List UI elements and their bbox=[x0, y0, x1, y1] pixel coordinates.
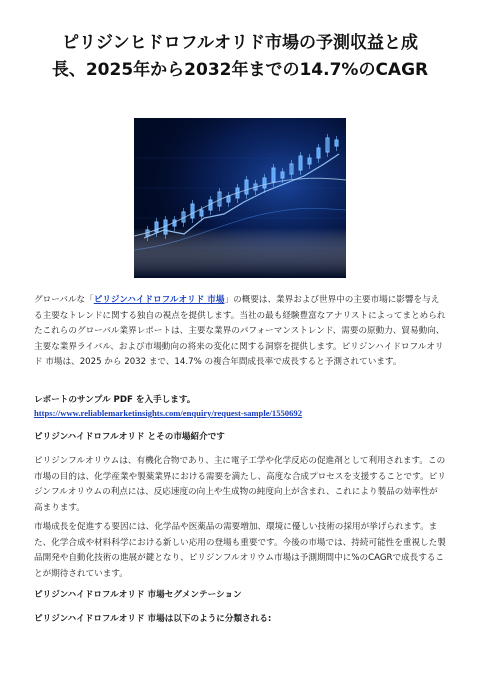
growth-factors-paragraph: 市場成長を促進する要因には、化学品や医薬品の需要増加、環境に優しい技術の採用が挙げられます。また、化学合成や材料科学における新しい応用の登場も重要です。今後の市場では、持続可能性を重視した製品開発や自動化技術の進展が鍵となり、ピリジンフルオリウム市場は予測期間中に%のCAGRで成長することが期待されています。 bbox=[34, 522, 446, 579]
candle-body bbox=[281, 172, 284, 178]
candle-body bbox=[335, 140, 338, 146]
intro-paragraph bbox=[34, 293, 446, 371]
page-title bbox=[22, 30, 458, 84]
candle-body bbox=[245, 180, 248, 194]
candle-body bbox=[317, 148, 320, 158]
candle-body bbox=[200, 210, 203, 216]
stock-chart-illustration bbox=[134, 118, 346, 278]
market-name-link[interactable]: ピリジンハイドロフルオリド 市場 bbox=[93, 295, 225, 305]
candle-body bbox=[263, 178, 266, 188]
sample-request-link[interactable]: https://www.reliablemarketinsights.com/enquiry/request-sample/1550692 bbox=[34, 408, 302, 418]
candle-body bbox=[326, 138, 329, 152]
candle-body bbox=[299, 156, 302, 170]
candle-body bbox=[308, 158, 311, 164]
intro-suffix: 」の概要は、業界および世界中の主要市場に影響を与える主要なトレンドに関する独自の視点を提供します。当社の最も経験豊富なアナリストによってまとめられたこれらのグローバル業界レポートは、主要な業界のパフォーマンストレンド、需要の原動力、貿易動向、主要な業界ライバル、および市場動向の将来の変化に関する洞察を提供します。ピリジンハイドロフルオリド 市場は、2025 から 2032 まで、14.7% の複合年間成長率で成長すると予測されています。 bbox=[34, 295, 446, 367]
candle-body bbox=[191, 204, 194, 218]
title-line-1: ピリジンヒドロフルオリド市場の予測収益と成 bbox=[62, 33, 418, 53]
hero-stock-chart-image bbox=[134, 118, 346, 278]
sample-request-block bbox=[34, 394, 446, 421]
candle-body bbox=[272, 168, 275, 182]
candle-body bbox=[290, 164, 293, 174]
title-line-2: 長、2025年から2032年までの14.7%のCAGR bbox=[51, 60, 429, 80]
market-intro-paragraph: ピリジンフルオリウムは、有機化合物であり、主に電子工学や化学反応の促進剤として利用されます。この市場の目的は、化学産業や製薬業界における需要を満たし、高度な合成プロセスを支援することです。ピリジンフルオリウムの利点には、反応速度の向上や生成物の純度向上が含まれ、これにより製品の効率性が高まります。 bbox=[34, 456, 446, 513]
intro-prefix: グローバルな「 bbox=[34, 295, 94, 305]
section-heading-intro: ピリジンハイドロフルオリド とその市場紹介です bbox=[34, 432, 225, 442]
section-heading-segmentation: ピリジンハイドロフルオリド 市場セグメンテーション bbox=[34, 590, 242, 600]
sample-label: レポートのサンプル PDF を入手します。 bbox=[34, 395, 196, 405]
section-heading-classification: ピリジンハイドロフルオリド 市場は以下のように分類される: bbox=[34, 614, 272, 624]
